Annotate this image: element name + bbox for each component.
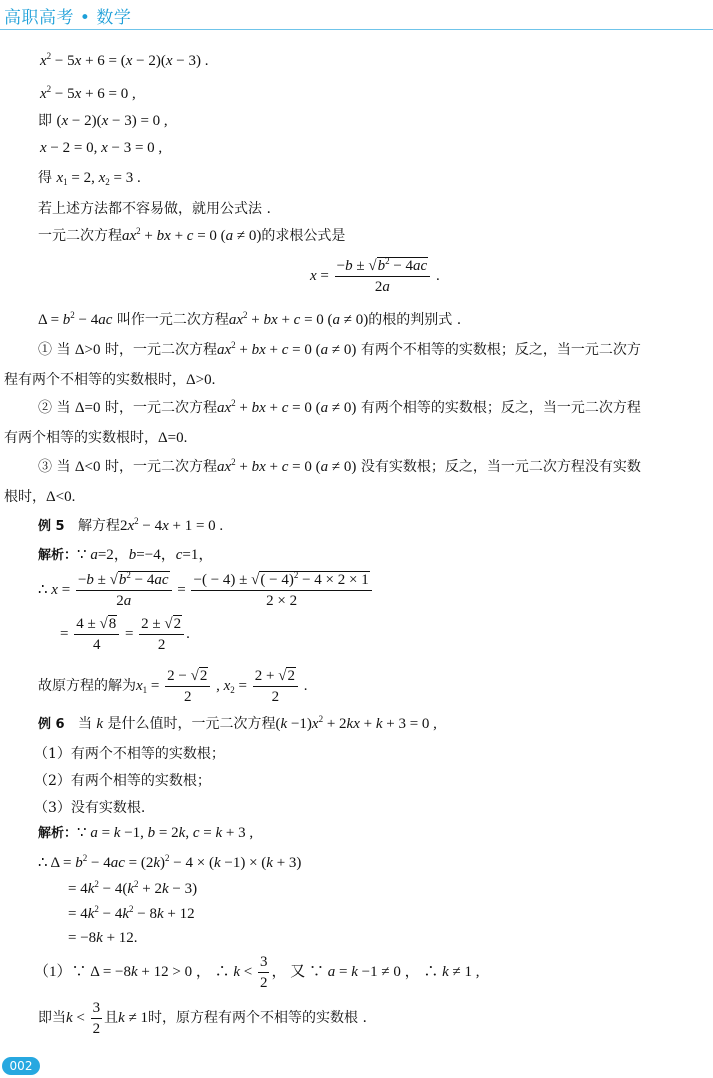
text-span: 的根的判别式 .	[368, 312, 462, 328]
example-6-step-1: ∴ $\Delta = b^2 - 4ac = (2k)^2 - 4 \times (k -1) \times (k + 3)$	[38, 853, 302, 871]
text-span: ① 当	[38, 342, 71, 358]
example-6-step-3: = $4k^2 - 4k^2 - 8k + 12$	[68, 904, 195, 922]
case-1-line-1: ① 当 Δ>0 时，一元二次方程$ax^2$ + bx + c = 0 (a ≠ 0) 有两个不相等的实数根；反之，当一元二次方	[38, 340, 641, 358]
eq-equation: $x^2 - 5x + 6 = 0$ ,	[40, 84, 136, 102]
example-5-given: 解析：∵ a=2，b=−4，c=1，	[38, 547, 214, 563]
text-formula-method: 若上述方法都不容易做，就用公式法 .	[38, 201, 271, 217]
header-title: 高职高考 • 数学	[4, 8, 132, 28]
text-span: 且	[104, 1010, 119, 1026]
case-3-line-1: ③ 当 Δ<0 时，一元二次方程$ax^2$ + bx + c = 0 (a ≠ 0) 没有实数根；反之，当一元二次方程没有实数	[38, 457, 641, 475]
text-span: ③ 当	[38, 459, 71, 475]
question-3: （3）没有实数根.	[34, 800, 146, 816]
example-6-heading: 例 6 当 k 是什么值时，一元二次方程$(k -1)x^2 + 2kx + k + 3 = 0$ ,	[38, 714, 437, 732]
text-span: 时，一元二次方程	[104, 459, 217, 475]
example-6-step-4: = −8k + 12.	[68, 930, 138, 946]
case-1-line-2: 程有两个不相等的实数根时，Δ>0.	[4, 372, 216, 388]
example-5-result: 故原方程的解为$x_1$ = $\frac{2 - √2}{2}$ , $x_2$ = $\frac{2 + √2}{2}$ .	[38, 668, 308, 706]
header-rule	[0, 29, 713, 30]
text-span: 没有实数根；反之，当一元二次方程没有实数	[360, 459, 641, 475]
quadratic-formula: x = $\frac{-b \pm √b^2 - 4ac}{2a}$ .	[310, 256, 440, 296]
text-span: 时，一元二次方程	[104, 342, 217, 358]
text-span: 有两个相等的实数根时，	[4, 430, 158, 446]
text-span: 当	[77, 716, 92, 732]
text-span: 时，原方程有两个不相等的实数根 .	[148, 1010, 367, 1026]
eq-line-3: 即 (x − 2)(x − 3) = 0 ,	[38, 113, 168, 129]
text-root-formula-intro: 一元二次方程$ax^2$ + bx + c = 0 (a ≠ 0)的求根公式是	[38, 226, 346, 244]
question-1: （1）有两个不相等的实数根；	[34, 746, 225, 762]
example-6-given: 解析：∵ a = k −1, b = 2k, c = k + 3 ,	[38, 825, 254, 841]
text-span: 有两个相等的实数根；反之，当一元二次方程	[360, 400, 641, 416]
solution-label: 解析：	[38, 548, 78, 563]
text-span: 叫作一元二次方程	[116, 312, 229, 328]
page-number-badge: 002	[2, 1057, 40, 1075]
eq-line-4: x − 2 = 0, x − 3 = 0 ,	[40, 140, 163, 156]
example-6-conclusion: 即当k < $\frac{3}{2}$ 且k ≠ 1时，原方程有两个不相等的实数根 .	[38, 1000, 367, 1038]
eq-factor: $x^2 - 5x + 6 = (x - 2)(x - 3)$ .	[40, 51, 209, 69]
text-span: 有两个不相等的实数根；反之，当一元二次方	[360, 342, 641, 358]
text-span: 解方程	[77, 518, 120, 534]
text-span: ② 当	[38, 400, 71, 416]
page-header	[0, 0, 713, 30]
example-6-step-2: = $4k^2 - 4(k^2 + 2k - 3)$	[68, 879, 198, 897]
example-6-label: 例 6	[38, 717, 65, 732]
text-span: 即当	[38, 1010, 66, 1026]
text-span: 时，一元二次方程	[104, 400, 217, 416]
text-discriminant-def: $\Delta = b^2 - 4ac$ 叫作一元二次方程$ax^2$ + bx + c = 0 (a ≠ 0)的根的判别式 .	[38, 310, 462, 328]
label-ji: 即	[38, 113, 52, 129]
question-2: （2）有两个相等的实数根；	[34, 773, 211, 789]
solution-label: 解析：	[38, 826, 78, 841]
example-5-label: 例 5	[38, 519, 65, 534]
eq-line-5: 得 $x_1 = 2$, $x_2 = 3$ .	[38, 170, 141, 187]
label-de: 得	[38, 170, 52, 186]
example-5-heading: 例 5 解方程$2x^2 - 4x + 1 = 0$ .	[38, 516, 224, 534]
case-2-line-2: 有两个相等的实数根时，Δ=0.	[4, 430, 188, 446]
example-5-step-2: = $\frac{4 \pm √8}{4}$ = $\frac{2 \pm √2}{2}$ .	[60, 616, 190, 654]
text-span: 是什么值时，一元二次方程	[107, 716, 276, 732]
example-6-part-1: （1）∵ Δ = −8k + 12 > 0 ， ∴ k < $\frac{3}{2}$ ， 又 ∵ a = k −1 ≠ 0 ， ∴ k ≠ 1 ,	[34, 954, 480, 992]
case-2-line-1: ② 当 Δ=0 时，一元二次方程$ax^2$ + bx + c = 0 (a ≠ 0) 有两个相等的实数根；反之，当一元二次方程	[38, 398, 641, 416]
text-span: 一元二次方程	[38, 228, 122, 244]
text-span: 根时，	[4, 489, 46, 505]
case-3-line-2: 根时，Δ<0.	[4, 489, 76, 505]
text-span: 的求根公式是	[261, 228, 346, 244]
example-5-step-1: ∴ x = $\frac{-b \pm √b^2 - 4ac}{2a}$ = $\frac{-( - 4) \pm √( - 4)^2 - 4 \times 2 \times 1}{2 \times 2}$	[38, 568, 374, 612]
text-span: 程有两个不相等的实数根时，	[4, 372, 186, 388]
text-span: 故原方程的解为	[38, 678, 136, 694]
